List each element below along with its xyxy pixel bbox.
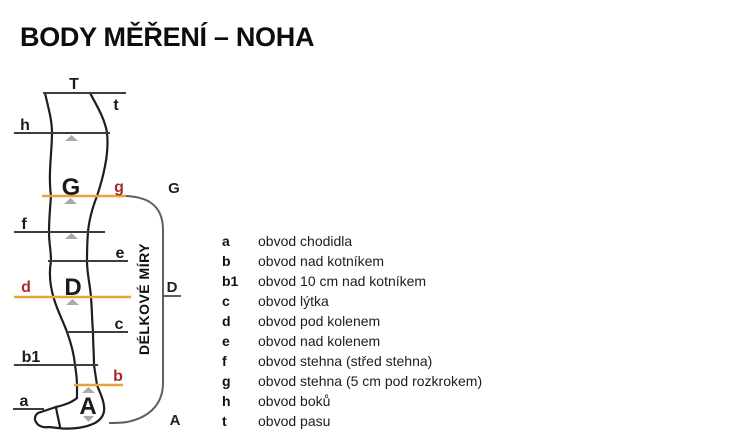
legend-item-h (222, 391, 552, 411)
length-measures-axis-label: DÉLKOVÉ MÍRY (136, 242, 152, 356)
legend-label: obvod pod kolenem (258, 313, 381, 329)
point-label-g: g (114, 179, 124, 196)
legend-item-d (222, 311, 552, 331)
point-label-A: A (79, 393, 97, 420)
page-title: BODY MĚŘENÍ – NOHA (20, 22, 315, 52)
leg-outline-right (87, 93, 108, 385)
legend-key: b (222, 253, 231, 269)
legend-item-f (222, 351, 552, 371)
legend-key: c (222, 293, 230, 309)
legend-key: d (222, 313, 231, 329)
point-label-e: e (115, 245, 125, 262)
legend-label: obvod nad kotníkem (258, 253, 385, 269)
legend-label: obvod boků (258, 393, 331, 409)
marker-triangle-h (65, 135, 78, 141)
legend-item-a (222, 231, 552, 251)
legend-key: t (222, 413, 227, 429)
point-label-t: t (113, 97, 119, 114)
legend-key: f (222, 353, 227, 369)
legend-item-b (222, 251, 552, 271)
bracket-label-A: A (169, 412, 181, 429)
point-label-D: D (64, 274, 82, 301)
legend-item-c (222, 291, 552, 311)
legend-label: obvod 10 cm nad kotníkem (258, 273, 427, 289)
marker-triangle-f (65, 233, 78, 239)
legend-key: e (222, 333, 230, 349)
legend-label: obvod stehna (střed stehna) (258, 353, 433, 369)
legend-key: b1 (222, 273, 239, 289)
point-label-c: c (114, 316, 124, 333)
point-label-h: h (20, 117, 30, 134)
legend-key: a (222, 233, 230, 249)
legend-label: obvod stehna (5 cm pod rozkrokem) (258, 373, 483, 389)
legend-item-b1 (222, 271, 552, 291)
legend-item-g (222, 371, 552, 391)
point-label-d: d (21, 279, 31, 296)
legend-label: obvod lýtka (258, 293, 329, 309)
foot-toe-seam (56, 407, 60, 427)
measurement-legend (222, 231, 552, 431)
point-label-b: b (113, 368, 123, 385)
point-label-T: T (69, 76, 79, 93)
point-label-a: a (19, 393, 29, 410)
legend-key: h (222, 393, 231, 409)
legend-item-e (222, 331, 552, 351)
legend-key: g (222, 373, 231, 389)
legend-item-t (222, 411, 552, 431)
bracket-label-G: G (168, 180, 180, 197)
point-label-G: G (61, 174, 81, 201)
legend-label: obvod pasu (258, 413, 331, 429)
point-label-f: f (21, 216, 27, 233)
legend-label: obvod chodidla (258, 233, 353, 249)
legend-label: obvod nad kolenem (258, 333, 381, 349)
point-label-b1: b1 (21, 349, 41, 366)
bracket-label-D: D (166, 279, 178, 296)
